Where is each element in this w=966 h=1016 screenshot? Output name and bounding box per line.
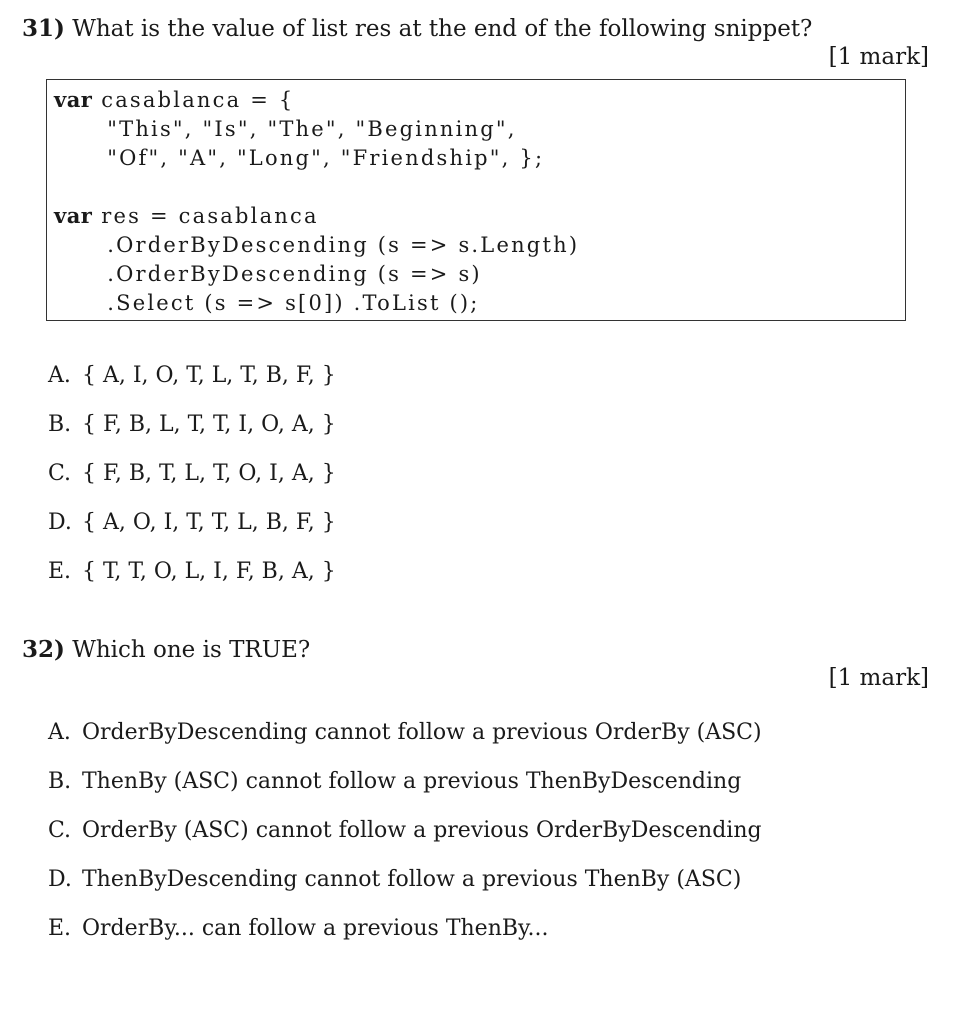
code-line-1: var casablanca = {	[54, 87, 295, 112]
option-a[interactable]	[48, 718, 762, 767]
option-letter: C.	[48, 818, 72, 843]
option-c[interactable]	[48, 459, 336, 508]
question-31-prompt	[22, 14, 812, 44]
option-letter: B.	[48, 412, 72, 437]
code-listing	[46, 79, 906, 321]
option-letter: D.	[48, 867, 72, 892]
option-letter: D.	[48, 510, 72, 535]
question-31-number: 31)	[22, 15, 65, 42]
option-text: { F, B, T, L, T, O, I, A, }	[82, 461, 336, 486]
option-d[interactable]	[48, 508, 336, 557]
question-31-text: What is the value of list res at the end of the following snippet?	[72, 16, 813, 42]
option-text: ThenBy (ASC) cannot follow a previous ThenByDescending	[82, 769, 742, 794]
option-text: { A, O, I, T, T, L, B, F, }	[82, 510, 336, 535]
option-letter: A.	[48, 720, 71, 745]
option-letter: B.	[48, 769, 72, 794]
option-text: { F, B, L, T, T, I, O, A, }	[82, 412, 336, 437]
option-e[interactable]	[48, 914, 762, 963]
option-e[interactable]	[48, 557, 336, 606]
option-b[interactable]	[48, 767, 762, 816]
option-c[interactable]	[48, 816, 762, 865]
option-text: OrderBy (ASC) cannot follow a previous OrderByDescending	[82, 818, 762, 843]
code-line-3: "Of", "A", "Long", "Friendship", };	[54, 146, 545, 170]
question-32-options	[48, 718, 762, 963]
option-letter: A.	[48, 363, 71, 388]
question-32-number: 32)	[22, 636, 65, 663]
option-a[interactable]	[48, 361, 336, 410]
option-letter: C.	[48, 461, 72, 486]
option-text: OrderByDescending cannot follow a previous OrderBy (ASC)	[82, 720, 762, 745]
question-31-options	[48, 361, 336, 606]
option-d[interactable]	[48, 865, 762, 914]
option-text: { A, I, O, T, L, T, B, F, }	[82, 363, 336, 388]
question-31-marks: [1 mark]	[828, 44, 929, 70]
code-line-2: "This", "Is", "The", "Beginning",	[54, 117, 517, 141]
code-line-7: .OrderByDescending (s => s)	[54, 262, 482, 286]
code-line-5: var res = casablanca	[54, 203, 319, 228]
question-32-text: Which one is TRUE?	[72, 637, 311, 663]
option-text: { T, T, O, L, I, F, B, A, }	[82, 559, 336, 584]
question-32-marks: [1 mark]	[828, 665, 929, 691]
option-letter: E.	[48, 916, 72, 941]
code-line-6: .OrderByDescending (s => s.Length)	[54, 233, 580, 257]
option-b[interactable]	[48, 410, 336, 459]
option-letter: E.	[48, 559, 72, 584]
option-text: OrderBy... can follow a previous ThenBy...	[82, 916, 549, 941]
option-text: ThenByDescending cannot follow a previous ThenBy (ASC)	[82, 867, 742, 892]
code-line-8: .Select (s => s[0]) .ToList ();	[54, 291, 480, 315]
question-32-prompt	[22, 635, 310, 665]
